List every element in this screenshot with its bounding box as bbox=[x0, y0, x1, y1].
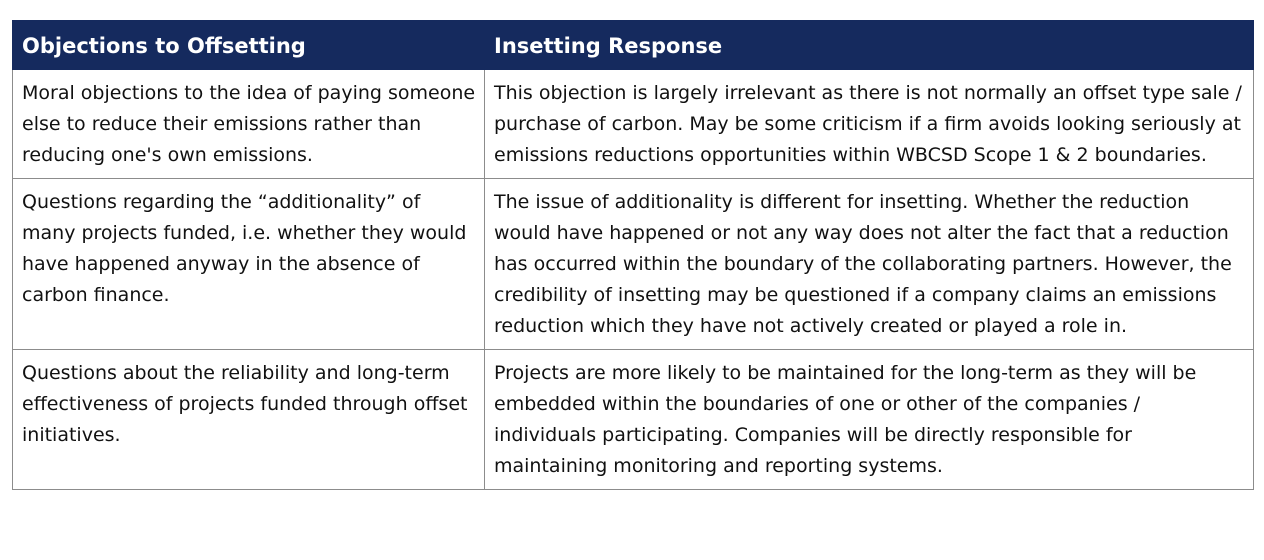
header-row bbox=[13, 21, 1254, 70]
table-header bbox=[13, 21, 1254, 70]
response-cell: The issue of additionality is different for insetting. Whether the reduction would have happened or not any way does not alter the fact that a reduction has occurred within the boundary of the collaborating partners. However, the credibility of insetting may be questioned if a company claims an emissions reduction which they have not actively created or played a role in. bbox=[485, 179, 1254, 350]
objection-cell: Moral objections to the idea of paying someone else to reduce their emissions rather than reducing one's own emissions. bbox=[13, 70, 485, 179]
table-row bbox=[13, 350, 1254, 490]
header-objections: Objections to Offsetting bbox=[13, 21, 485, 70]
response-cell: This objection is largely irrelevant as there is not normally an offset type sale / purchase of carbon. May be some criticism if a firm avoids looking seriously at emissions reductions opportunities within WBCSD Scope 1 & 2 boundaries. bbox=[485, 70, 1254, 179]
header-insetting-response: Insetting Response bbox=[485, 21, 1254, 70]
objection-cell: Questions regarding the “additionality” of many projects funded, i.e. whether they would have happened anyway in the absence of carbon finance. bbox=[13, 179, 485, 350]
table-body bbox=[13, 70, 1254, 490]
objections-table bbox=[12, 20, 1254, 490]
table-row bbox=[13, 179, 1254, 350]
table-row bbox=[13, 70, 1254, 179]
objection-cell: Questions about the reliability and long-term effectiveness of projects funded through offset initiatives. bbox=[13, 350, 485, 490]
response-cell: Projects are more likely to be maintained for the long-term as they will be embedded within the boundaries of one or other of the companies / individuals participating. Companies will be directly responsible for maintaining monitoring and reporting systems. bbox=[485, 350, 1254, 490]
